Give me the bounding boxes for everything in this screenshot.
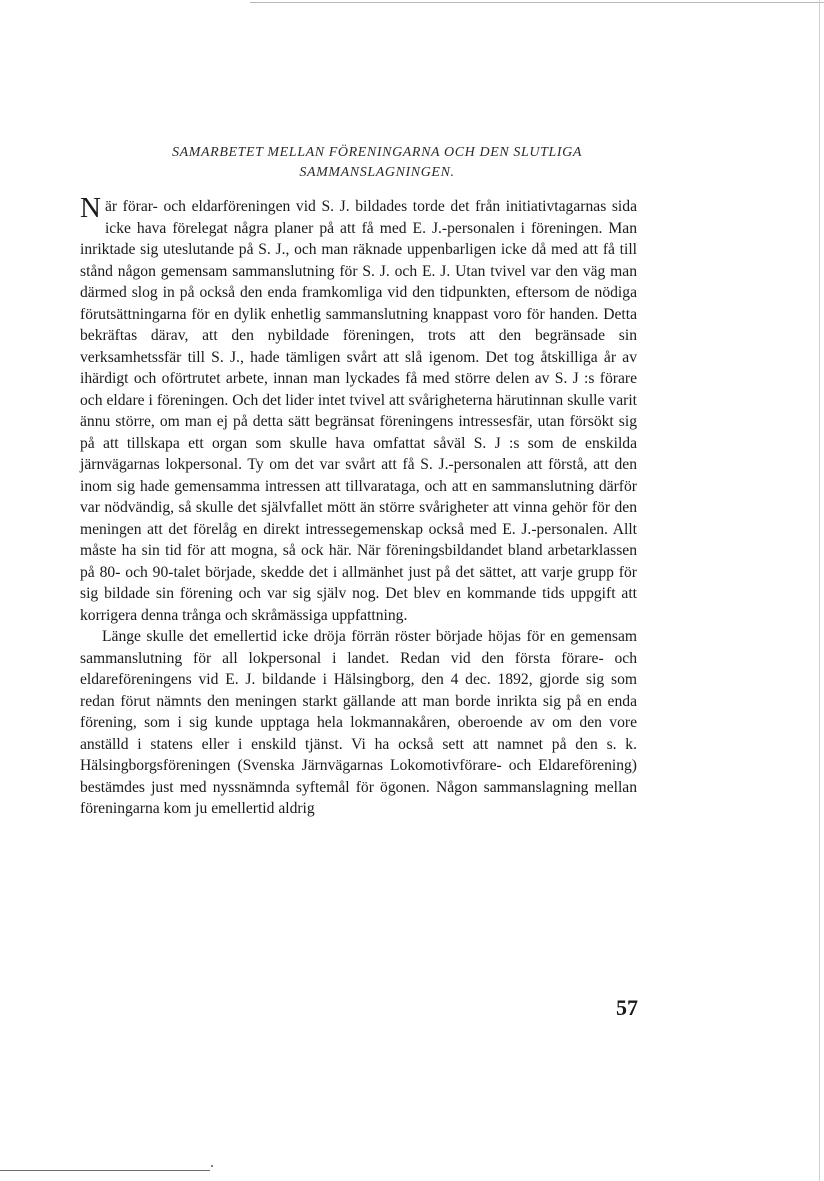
paragraph-1	[80, 192, 637, 626]
scan-edge-bottom	[0, 1170, 210, 1171]
scan-speck	[211, 1165, 213, 1167]
paragraph-1-text: är förar- och eldarföreningen vid S. J. bildades torde det från initiativtagarnas sida icke hava förelegat några planer på att få med E. J.-personalen i föreningen. Man inriktade sig uteslutande på S. J., och man räknade uppenbarligen icke då med att få till stånd någon gemensam sammanslutning för S. J. och E. J. Utan tvivel var den väg man därmed slog in på också den enda framkomliga vid den tidpunkten, eftersom de nödiga förutsättningarna för en dylik enhetlig sammanslutning knappast voro för handen. Detta bekräftas därav, att den nybildade föreningen, trots att den begränsade sin verksamhetssfär till S. J., hade tämligen svårt att slå igenom. Det tog åtskilliga år av ihärdigt och oförtrutet arbete, innan man lyckades få med större delen av S. J :s förare och eldare i föreningen. Och det lider intet tvivel att svårigheterna härutinnan skulle varit ännu större, om man ej på detta sätt begränsat föreningens intressesfär, utan försökt sig på att tillskapa ett organ som skulle hava omfattat såväl S. J :s som de enskilda järnvägarnas lokpersonal. Ty om det var svårt att få S. J.-personalen att förstå, att den inom sig hade gemensamma intressen att tillvarataga, och att en sammanslutning därför var nödvändig, så skulle det självfallet mött än större svårigheter att vinna gehör för den meningen att det förelåg en direkt intressegemenskap också med E. J.-personalen. Allt måste ha sin tid för att mogna, så ock här. När föreningsbildandet bland arbetarklassen på 80- och 90-talet började, skedde det i allmänhet just på det sättet, att varje grupp för sig bildade sin förening och var sig själv nog. Det blev en kommande tids uppgift att korrigera denna trånga och skråmässiga uppfattning.	[80, 198, 637, 624]
chapter-heading-line-1: SAMARBETET MELLAN FÖRENINGARNA OCH DEN SLUTLIGA	[172, 145, 582, 160]
scan-edge-right	[819, 0, 820, 1181]
chapter-heading-line-2: SAMMANSLAGNINGEN.	[299, 165, 455, 180]
paragraph-2: Länge skulle det emellertid icke dröja förrän röster började höjas för en gemensam sammanslutning för all lokpersonal i landet. Redan vid den första förare- och eldareföreningens vid E. J. bildande i Hälsingborg, den 4 dec. 1892, gjorde sig som redan förut nämnts den meningen starkt gällande att man borde inrikta sig på en enda förening, som i sig kunde upptaga hela lokmannakåren, oberoende av om den vore anställd i statens eller i enskild tjänst. Vi ha också sett att namnet på den s. k. Hälsingborgsföreningen (Svenska Järnvägarnas Lokomotivförare- och Eldareförening) bestämdes just med nyssnämnda syftemål för ögonen. Någon sammanslagning mellan föreningarna kom ju emellertid aldrig	[80, 628, 637, 817]
page-number: 57	[616, 995, 638, 1020]
body-text	[80, 192, 637, 820]
drop-cap: N	[80, 192, 101, 224]
scan-edge-top	[250, 2, 824, 3]
